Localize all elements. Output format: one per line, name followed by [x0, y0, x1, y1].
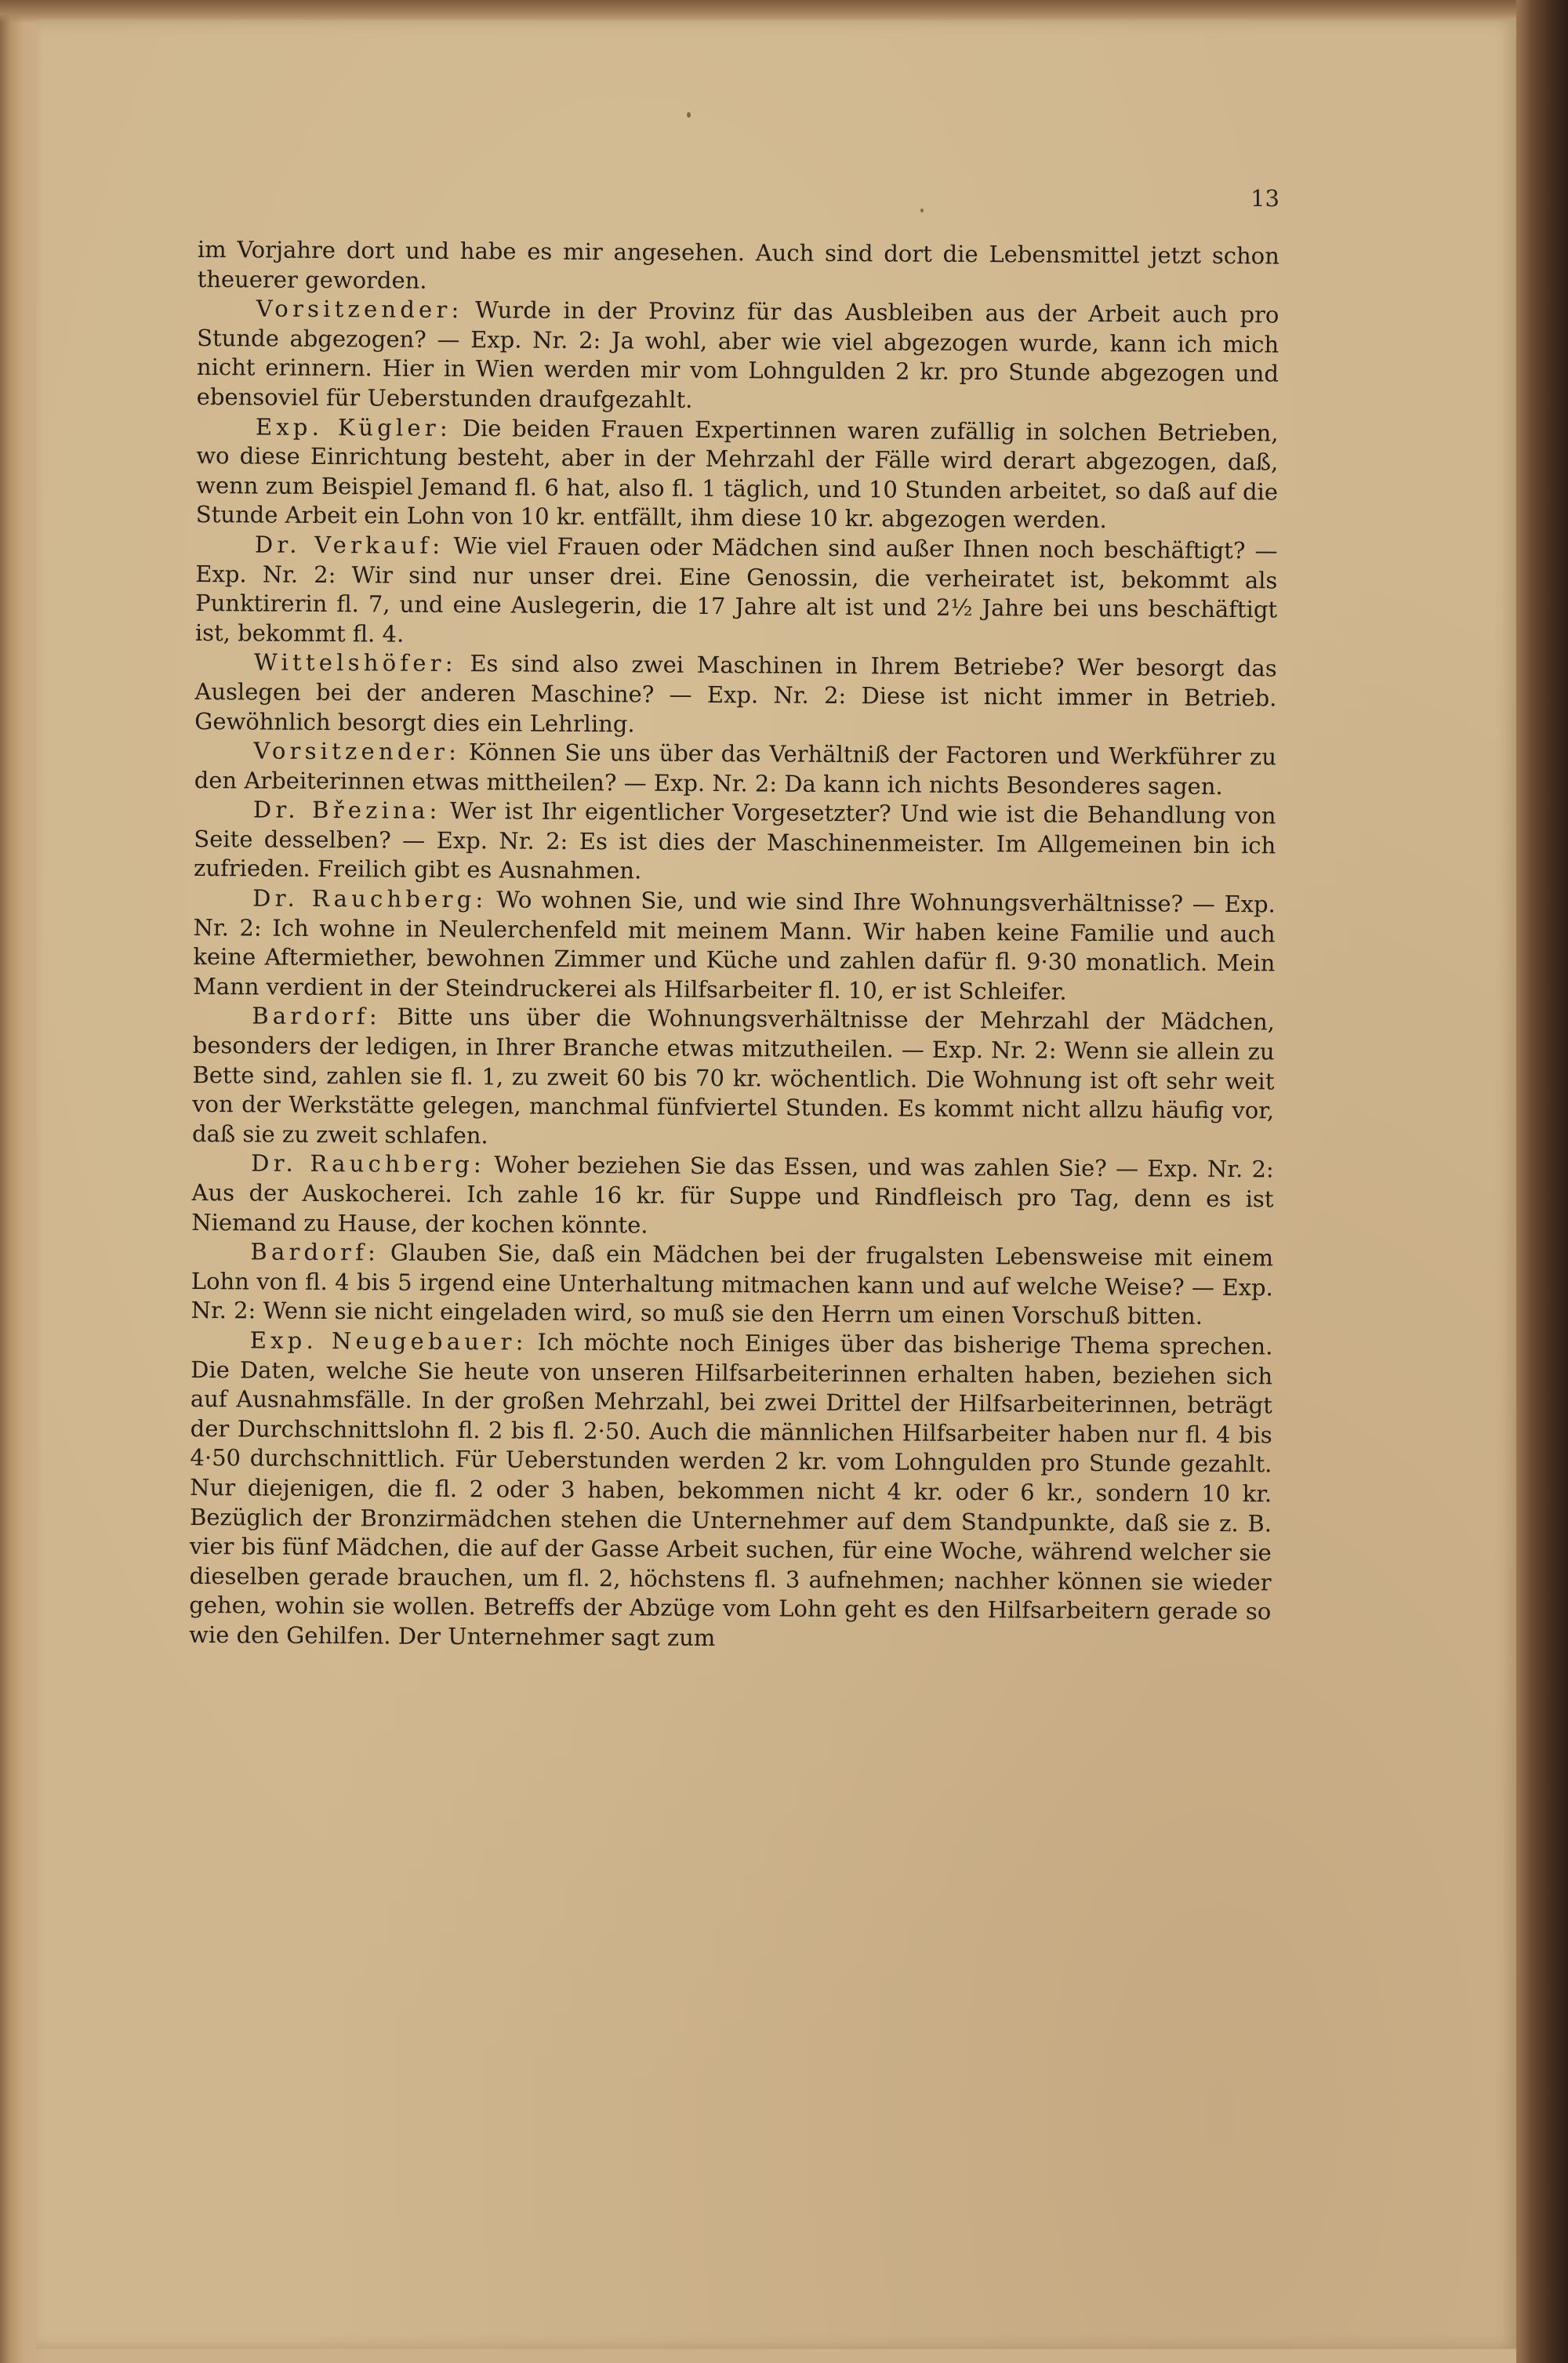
paragraph [189, 1326, 1273, 1657]
paragraph [194, 648, 1277, 742]
paragraph [193, 884, 1276, 1008]
speaker-name: Vorsitzender: [253, 737, 461, 766]
paragraph-text: Es sind also zwei Maschinen in Ihrem Betriebe? Wer besorgt das Auslegen bei der anderen Maschine? — Exp. Nr. 2: Diese ist nicht immer in Betrieb. Gewöhnlich besorgt dies ein Lehrling. [194, 650, 1277, 737]
paragraph-text: Ich möchte noch Einiges über das bisherige Thema sprechen. Die Daten, welche Sie heute von unseren Hilfsarbeiterinnen erhalten haben, beziehen sich auf Ausnahmsfälle. In der großen Mehrzahl, bei zwei Drittel der Hilfsarbeiterinnen, beträgt der Durchschnittslohn fl. 2 bis fl. 2·50. Auch die männlichen Hilfsarbeiter haben nur fl. 4 bis 4·50 durchschnittlich. Für Ueberstunden werden 2 kr. vom Lohngulden pro Stunde gezahlt. Nur diejenigen, die fl. 2 oder 3 haben, bekommen nicht 4 kr. oder 6 kr., sondern 10 kr. Bezüglich der Bronzirmädchen stehen die Unternehmer auf dem Standpunkte, daß sie z. B. vier bis fünf Mädchen, die auf der Gasse Arbeit suchen, für eine Woche, während welcher sie dieselben gerade brauchen, um fl. 2, höchstens fl. 3 aufnehmen; nachher können sie wieder gehen, wohin sie wollen. Betreffs der Abzüge vom Lohn geht es den Hilfsarbeitern gerade so wie den Gehilfen. Der Unternehmer sagt zum [188, 1328, 1273, 1651]
speaker-name: Bardorf: [250, 1238, 380, 1266]
speaker-name: Dr. Březina: [252, 796, 441, 825]
speaker-name: Vorsitzender: [256, 295, 463, 324]
paragraph-text: Wo wohnen Sie, und wie sind Ihre Wohnungsverhältnisse? — Exp. Nr. 2: Ich wohne in Neulerchenfeld mit meinem Mann. Wir haben keine Familie und auch keine Aftermiether, bewohnen Zimmer und Küche und zahlen dafür fl. 9·30 monatlich. Mein Mann verdient in der Steindruckerei als Hilfsarbeiter fl. 10, er ist Schleifer. [193, 886, 1276, 1005]
paragraph-text: im Vorjahre dort und habe es mir angesehen. Auch sind dort die Lebensmittel jetzt schon theuerer geworden. [197, 235, 1279, 294]
speaker-name: Dr. Rauchberg: [252, 884, 488, 913]
paragraph [194, 736, 1276, 802]
paragraph [198, 235, 1279, 301]
ink-speck [920, 209, 924, 212]
speaker-name: Exp. Kügler: [255, 413, 452, 441]
paragraph [197, 294, 1279, 419]
ink-speck [687, 112, 691, 118]
speaker-name: Bardorf: [252, 1002, 382, 1030]
book-spine [1516, 0, 1568, 2363]
paragraph [195, 530, 1278, 655]
speaker-name: Dr. Rauchberg: [251, 1149, 486, 1178]
page-number: 13 [1250, 185, 1279, 212]
page-body-text [189, 235, 1279, 1657]
paragraph-text: Wie viel Frauen oder Mädchen sind außer Ihnen noch beschäftigt? — Exp. Nr. 2: Wir sind nur unser drei. Eine Genossin, die verheiratet ist, bekommt als Punktirerin fl. 7, und eine Auslegerin, die 17 Jahre alt ist und 2½ Jahre bei uns beschäftigt ist, bekommt fl. 4. [194, 532, 1278, 648]
paragraph-text: Wurde in der Provinz für das Ausbleiben aus der Arbeit auch pro Stunde abgezogen? — Exp. Nr. 2: Ja wohl, aber wie viel abgezogen wurde, kann ich mich nicht erinnern. Hier in Wien werden mir vom Lohngulden 2 kr. pro Stunde abgezogen und ebensoviel für Ueberstunden draufgezahlt. [196, 296, 1279, 413]
paragraph-text: Wer ist Ihr eigentlicher Vorgesetzter? Und wie ist die Behandlung von Seite desselben? — Exp. Nr. 2: Es ist dies der Maschinenmeister. Im Allgemeinen bin ich zufrieden. Freilich gibt es Ausnahmen. [193, 797, 1276, 884]
paragraph-text: Die beiden Frauen Expertinnen waren zufällig in solchen Betrieben, wo diese Einrichtung besteht, aber in der Mehrzahl der Fälle wird derart abgezogen, daß, wenn zum Beispiel Jemand fl. 6 hat, also fl. 1 täglich, und 10 Stunden arbeitet, so daß auf die Stunde Arbeit ein Lohn von 10 kr. entfällt, ihm diese 10 kr. abgezogen werden. [195, 414, 1279, 534]
paragraph [191, 1237, 1274, 1332]
paragraph [192, 1001, 1275, 1155]
speaker-name: Wittelshöfer: [253, 648, 457, 677]
paragraph [196, 412, 1279, 537]
paragraph [194, 795, 1276, 890]
speaker-name: Dr. Verkauf: [254, 531, 445, 559]
paragraph-text: Bitte uns über die Wohnungsverhältnisse der Mehrzahl der Mädchen, besonders der ledigen, in Ihrer Branche etwas mitzutheilen. — Exp. Nr. 2: Wenn sie allein zu Bette sind, zahlen sie fl. 1, zu zweit 60 bis 70 kr. wöchentlich. Die Wohnung ist oft sehr weit von der Werkstätte gelegen, manchmal fünfviertel Stunden. Es kommt nicht allzu häufig vor, daß sie zu zweit schlafen. [191, 1004, 1275, 1149]
speaker-name: Exp. Neugebauer: [249, 1327, 528, 1356]
paragraph [191, 1149, 1274, 1243]
paragraph-text: Können Sie uns über das Verhältniß der Factoren und Werkführer zu den Arbeiterinnen etwas mittheilen? — Exp. Nr. 2: Da kann ich nichts Besonderes sagen. [194, 739, 1277, 800]
paragraph-text: Glauben Sie, daß ein Mädchen bei der frugalsten Lebensweise mit einem Lohn von fl. 4 bis 5 irgend eine Unterhaltung mitmachen kann und auf welche Weise? — Exp. Nr. 2: Wenn sie nicht eingeladen wird, so muß sie den Herrn um einen Vorschuß bitten. [191, 1239, 1274, 1330]
paragraph-text: Woher beziehen Sie das Essen, und was zahlen Sie? — Exp. Nr. 2: Aus der Auskocherei. Ich zahle 16 kr. für Suppe und Rindfleisch pro Tag, denn es ist Niemand zu Hause, der kochen könnte. [191, 1151, 1274, 1239]
